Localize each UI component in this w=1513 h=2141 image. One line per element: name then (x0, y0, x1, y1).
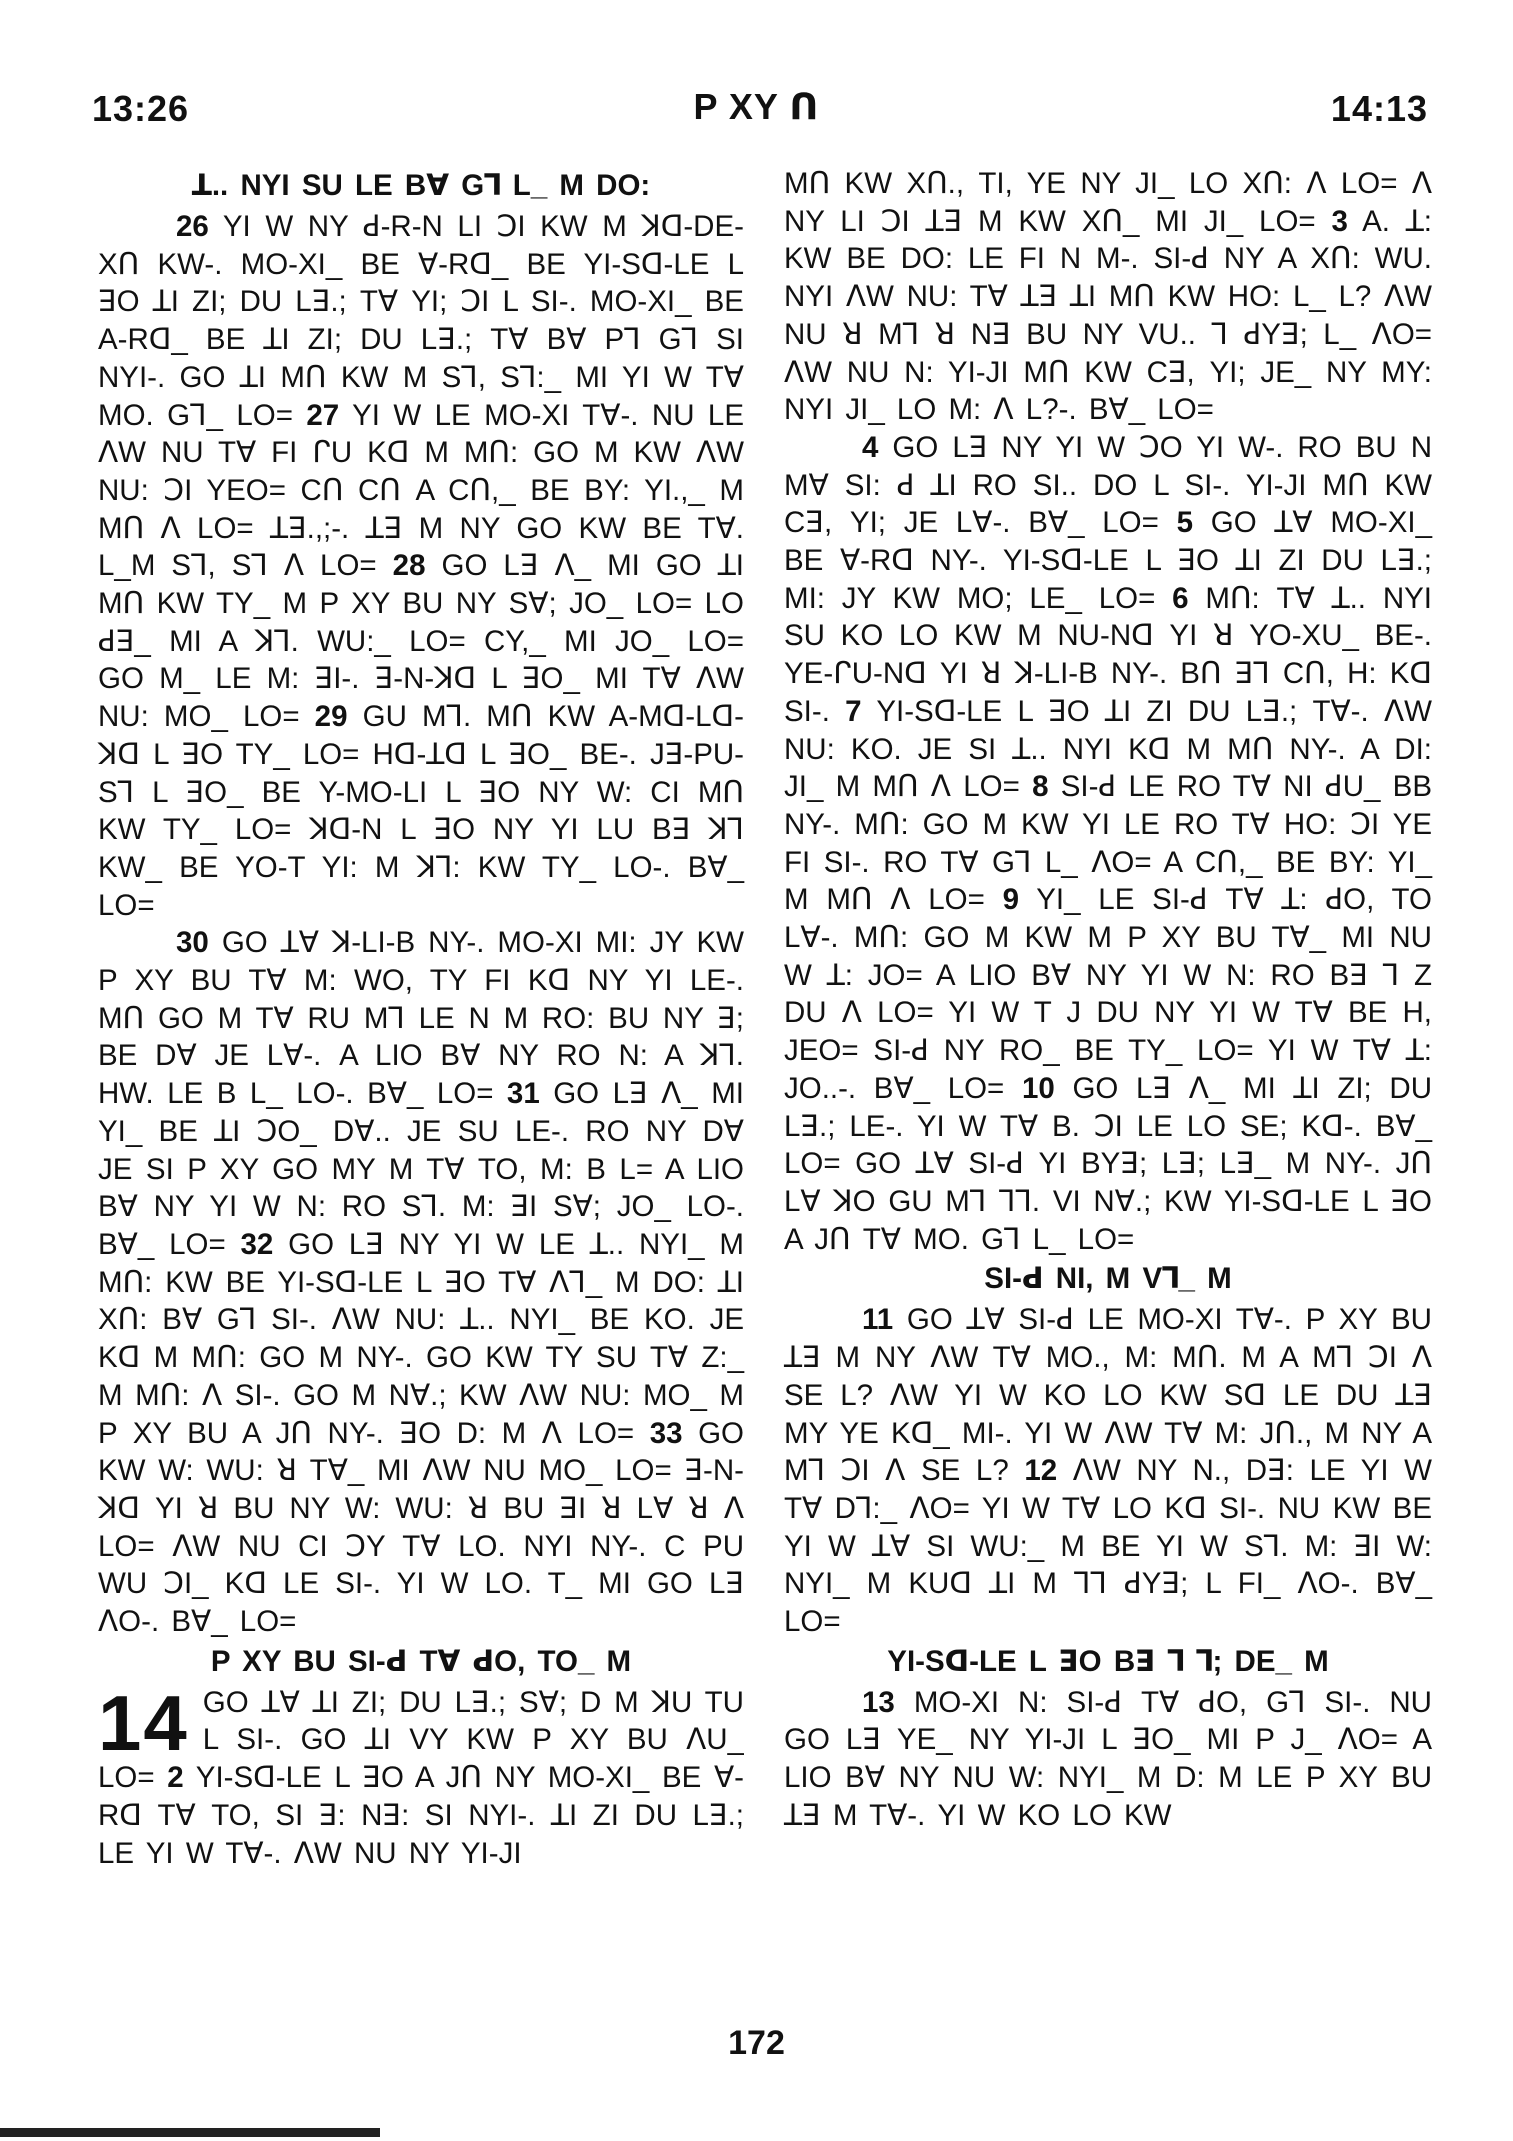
paragraph (98, 924, 744, 1640)
verse-number: 27 (306, 398, 340, 432)
verse-text: GO Lꓱ ꓥ_ MI ꓕI ZI; DU Lꓱ.; LE-. YI W Tꓯ B. ꓛI LE LO SE; Kꓷ-. Bꓯ_ LO= GO ꓕꓯ SI-ꓒ YI BYꓱ; Lꓱ; Lꓱ_ M NY-. Jᑎ Lꓯ ꓘO GU Mꓶ ꓶꓶ. VI Nꓯ.; KW YI-Sꓷ-LE L ꓱO A Jᑎ Tꓯ MO. Gꓶ L_ LO= (784, 1071, 1433, 1256)
paragraph (98, 208, 744, 924)
verse-text: ꓥW NY N., Dꓱ: LE YI W Tꓯ Dꓶ:_ ꓥO= YI W Tꓯ LO Kꓷ SI-. NU KW BE YI W ꓕꓯ SI WU:_ M BE YI W Sꓶ. M: ꓱI W: NYI_ M KUꓷ ꓕI M ꓶꓶ ꓒYꓱ; L FI_ ꓥO-. Bꓯ_ LO= (784, 1454, 1432, 1639)
section-heading: P XY BU SI-ꓒ Tꓯ ꓒO, TO_ M (210, 1644, 632, 1678)
verse-text: GO KW W: WU: ꓤ Tꓯ_ MI ꓥW NU MO_ LO= ꓱ-N-ꓘꓷ YI ꓤ BU NY W: WU: ꓤ BU ꓱI ꓤ Lꓯ ꓤ ꓥ LO= ꓥW NU CI ꓛY Tꓯ LO. NYI NY-. C PU WU ꓛI_ Kꓷ LE SI-. YI W LO. T_ MI GO Lꓱ ꓥO-. Bꓯ_ LO= (98, 1416, 744, 1639)
paragraph (784, 1684, 1432, 1835)
paragraph (784, 429, 1432, 1258)
verse-text: MO-XI N: SI-ꓒ Tꓯ ꓒO, Gꓶ SI-. NU GO Lꓱ YE_ NY YI-JI L ꓱO_ MI P J_ ꓥO= A LIO Bꓯ NY NU W: NYI_ M D: M LE P XY BU ꓕꓱ M Tꓯ-. YI W KO LO KW (784, 1685, 1432, 1832)
verse-text: GO Lꓱ ꓥ_ MI GO ꓕI Mᑎ KW TY_ M P XY BU NY Sꓯ; JO_ LO= LO ꓒꓱ_ MI A ꓘꓶ. WU:_ LO= CY,_ MI JO_ LO= GO M_ LE M: ꓱI-. ꓱ-N-ꓘꓷ L ꓱO_ MI Tꓯ ꓥW NU: MO_ LO= (98, 549, 744, 734)
verse-number: 6 (1172, 581, 1189, 615)
verse-number: 32 (240, 1227, 274, 1261)
verse-number: 33 (649, 1416, 683, 1450)
scan-edge-rule (0, 2128, 380, 2137)
verse-text: YI-Sꓷ-LE L ꓱO ꓕI ZI DU Lꓱ.; Tꓯ-. ꓥW NU: KO. JE SI ꓕ.. NYI Kꓷ M Mᑎ NY-. A DI: JI_ M Mᑎ ꓥ LO= (784, 694, 1432, 804)
verse-text: GO ꓕꓯ ꓘ-LI-B NY-. MO-XI MI: JY KW P XY BU Tꓯ M: WO, TY FI Kꓷ NY YI LE-. Mᑎ GO M Tꓯ RU Mꓶ LE N M RO: BU NY ꓱ; BE Dꓯ JE Lꓯ-. A LIO Bꓯ NY RO N: A ꓘꓶ. HW. LE B L_ LO-. Bꓯ_ LO= (98, 926, 744, 1111)
verse-text: A. ꓕ: KW BE DO: LE FI N M-. SI-ꓒ NY A Xᑎ: WU. NYI ꓥW NU: Tꓯ ꓕꓱ ꓕI Mᑎ KW HO: L_ L? ꓥW NU ꓤ Mꓶ ꓤ Nꓱ BU NY VU.. ꓶ ꓒYꓱ; L_ ꓥO= ꓥW NU N: YI-JI Mᑎ KW Cꓱ, YI; JE_ NY MY: NYI JI_ LO M: ꓥ L?-. Bꓯ_ LO= (784, 204, 1433, 427)
verse-text: Mᑎ: Tꓯ ꓕ.. NYI SU KO LO KW M NU-Nꓷ YI ꓤ YO-XU_ BE-. YE-ᒋU-Nꓷ YI ꓤ ꓘ-LI-B NY-. Bᑎ ꓱꓶ Cᑎ, H: Kꓷ SI-. (784, 581, 1432, 728)
chapter-number: 14 (98, 1683, 189, 1767)
verse-number: 26 (176, 210, 209, 243)
chapter-start (98, 1684, 744, 1873)
verse-number: 5 (1176, 506, 1194, 540)
verse-number: 30 (176, 926, 209, 960)
verse-number: 31 (506, 1077, 540, 1111)
verse-text: GU Mꓶ. Mᑎ KW A-Mꓷ-Lꓷ-ꓘꓷ L ꓱO TY_ LO= Hꓷ-ꓕꓷ L ꓱO_ BE-. Jꓱ-PU-Sꓶ L ꓱO_ BE Y-MO-LI L ꓱO NY W: CI Mᑎ KW TY_ LO= ꓘꓷ-N L ꓱO NY YI LU Bꓱ ꓘꓶ KW_ BE YO-T YI: M ꓘꓶ: KW TY_ LO-. Bꓯ_ LO= (98, 700, 744, 922)
verse-number: 13 (862, 1685, 895, 1719)
verse-number: 7 (845, 694, 862, 728)
verse-number: 9 (1002, 883, 1020, 917)
verse-number: 10 (1021, 1071, 1055, 1105)
verse-text: YI W LE MO-XI Tꓯ-. NU LE ꓥW NU Tꓯ FI ᒋU Kꓷ M Mᑎ: GO M KW ꓥW NU: ꓛI YEO= Cᑎ Cᑎ A Cᑎ,_ BE BY: YI.,_ M Mᑎ ꓥ LO= ꓕꓱ.,;-. ꓕꓱ M NY GO KW BE Tꓯ. L_M Sꓶ, Sꓶ ꓥ LO= (98, 398, 745, 583)
verse-text: Mᑎ KW Xᑎ., TI, YE NY JI_ LO Xᑎ: ꓥ LO= ꓥ NY LI ꓛI ꓕꓱ M KW Xᑎ_ MI JI_ LO= (784, 167, 1432, 238)
verse-text: GO ꓕꓯ MO-XI_ BE ꓯ-Rꓷ NY-. YI-Sꓷ-LE L ꓱO ꓕI ZI DU Lꓱ.; MI: JY KW MO; LE_ LO= (784, 506, 1432, 615)
verse-number: 3 (1331, 204, 1348, 238)
verse-text: SI-ꓒ LE RO Tꓯ NI ꓒU_ BB NY-. Mᑎ: GO M KW YI LE RO Tꓯ HO: ꓛI YE FI SI-. RO Tꓯ Gꓶ L_ ꓥO= A Cᑎ,_ BE BY: YI_ M Mᑎ ꓥ LO= (784, 770, 1432, 917)
verse-number: 28 (392, 549, 426, 583)
verse-number: 2 (167, 1761, 184, 1795)
running-head-chapter-verse-end: 14:13 (1330, 88, 1428, 129)
verse-text: GO Lꓱ ꓥ_ MI YI_ BE ꓕI ꓛO_ Dꓯ.. JE SU LE-. RO NY Dꓯ JE SI P XY GO MY M Tꓯ TO, M: B L= A LIO Bꓯ NY YI W N: RO Sꓶ. M: ꓱI Sꓯ; JO_ LO-. Bꓯ_ LO= (98, 1077, 744, 1261)
verse-text: YI-Sꓷ-LE L ꓱO A Jᑎ NY MO-XI_ BE ꓯ-Rꓷ Tꓯ TO, SI ꓱ: Nꓱ: SI NYI-. ꓕI ZI DU Lꓱ.; LE YI W Tꓯ-. ꓥW NU NY YI-JI (98, 1761, 744, 1870)
paragraph (784, 165, 1432, 429)
verse-text: YI_ LE SI-ꓒ Tꓯ ꓕ: ꓒO, TO Lꓯ-. Mᑎ: GO M KW M P XY BU Tꓯ_ MI NU W ꓕ: JO= A LIO Bꓯ NY YI W N: RO Bꓱ ꓶ Z DU ꓥ LO= YI W T J DU NY YI W Tꓯ BE H, JEO= SI-ꓒ NY RO_ BE TY_ LO= YI W Tꓯ ꓕ: JO..-. Bꓯ_ LO= (784, 883, 1432, 1105)
verse-number: 29 (314, 700, 348, 734)
paragraph (98, 1684, 744, 1873)
section-heading: SI-ꓒ NI, M Vꓶ_ M (984, 1262, 1232, 1296)
verse-text: GO ꓕꓯ SI-ꓒ LE MO-XI Tꓯ-. P XY BU ꓕꓱ M NY ꓥW Tꓯ MO., M: Mᑎ. M A Mꓶ ꓛI ꓥ SE L? ꓥW YI W KO LO KW Sꓷ LE DU ꓕꓱ MY YE Kꓷ_ MI-. YI W ꓥW Tꓯ M: Jᑎ., M NY A Mꓶ ꓛI ꓥ SE L? (784, 1303, 1432, 1488)
verse-text: GO ꓕꓯ ꓕI ZI; DU Lꓱ.; Sꓯ; D M ꓘU TU L SI-. GO ꓕI VY KW P XY BU ꓥU_ LO= (98, 1685, 744, 1795)
paragraph (784, 1301, 1432, 1640)
verse-text: GO Lꓱ NY YI W LE ꓕ.. NYI_ M Mᑎ: KW BE YI-Sꓷ-LE L ꓱO Tꓯ ꓥꓶ_ M DO: ꓕI Xᑎ: Bꓯ Gꓶ SI-. ꓥW NU: ꓕ.. NYI_ BE KO. JE Kꓷ M Mᑎ: GO M NY-. GO KW TY SU Tꓯ Z:_ M Mᑎ: ꓥ SI-. GO M Nꓯ.; KW ꓥW NU: MO_ M P XY BU A Jᑎ NY-. ꓱO D: M ꓥ LO= (98, 1227, 744, 1450)
verse-number: 11 (862, 1303, 894, 1337)
page-number: 172 (728, 2024, 785, 2062)
left-text-column (98, 165, 744, 1872)
section-heading: ꓕ.. NYI SU LE Bꓯ Gꓶ L_ M DO: (191, 169, 651, 202)
verse-number: 12 (1024, 1454, 1058, 1488)
verse-text: GO Lꓱ NY YI W ꓛO YI W-. RO BU N Mꓯ SI: ꓒ ꓕI RO SI.. DO L SI-. YI-JI Mᑎ KW Cꓱ, YI; JE Lꓯ-. Bꓯ_ LO= (784, 430, 1432, 540)
right-text-column (784, 165, 1432, 1835)
section-heading: YI-Sꓷ-LE L ꓱO Bꓱ ꓶ ꓶ; DE_ M (887, 1644, 1329, 1678)
verse-number: 8 (1032, 770, 1049, 804)
verse-text: YI W NY ꓒ-R-N LI ꓛI KW M ꓘꓷ-DE-Xᑎ KW-. MO-XI_ BE ꓯ-Rꓷ_ BE YI-Sꓷ-LE L ꓱO ꓕI ZI; DU Lꓱ.; Tꓯ YI; ꓛI L SI-. MO-XI_ BE A-Rꓷ_ BE ꓕI ZI; DU Lꓱ.; Tꓯ Bꓯ Pꓶ Gꓶ SI NYI-. GO ꓕI Mᑎ KW M Sꓶ, Sꓶ:_ MI YI W Tꓯ MO. Gꓶ_ LO= (98, 210, 744, 432)
running-head-chapter-verse-start: 13:26 (92, 88, 190, 129)
verse-number: 4 (862, 430, 879, 464)
running-head-book-title: P XY ᑎ (693, 86, 820, 127)
